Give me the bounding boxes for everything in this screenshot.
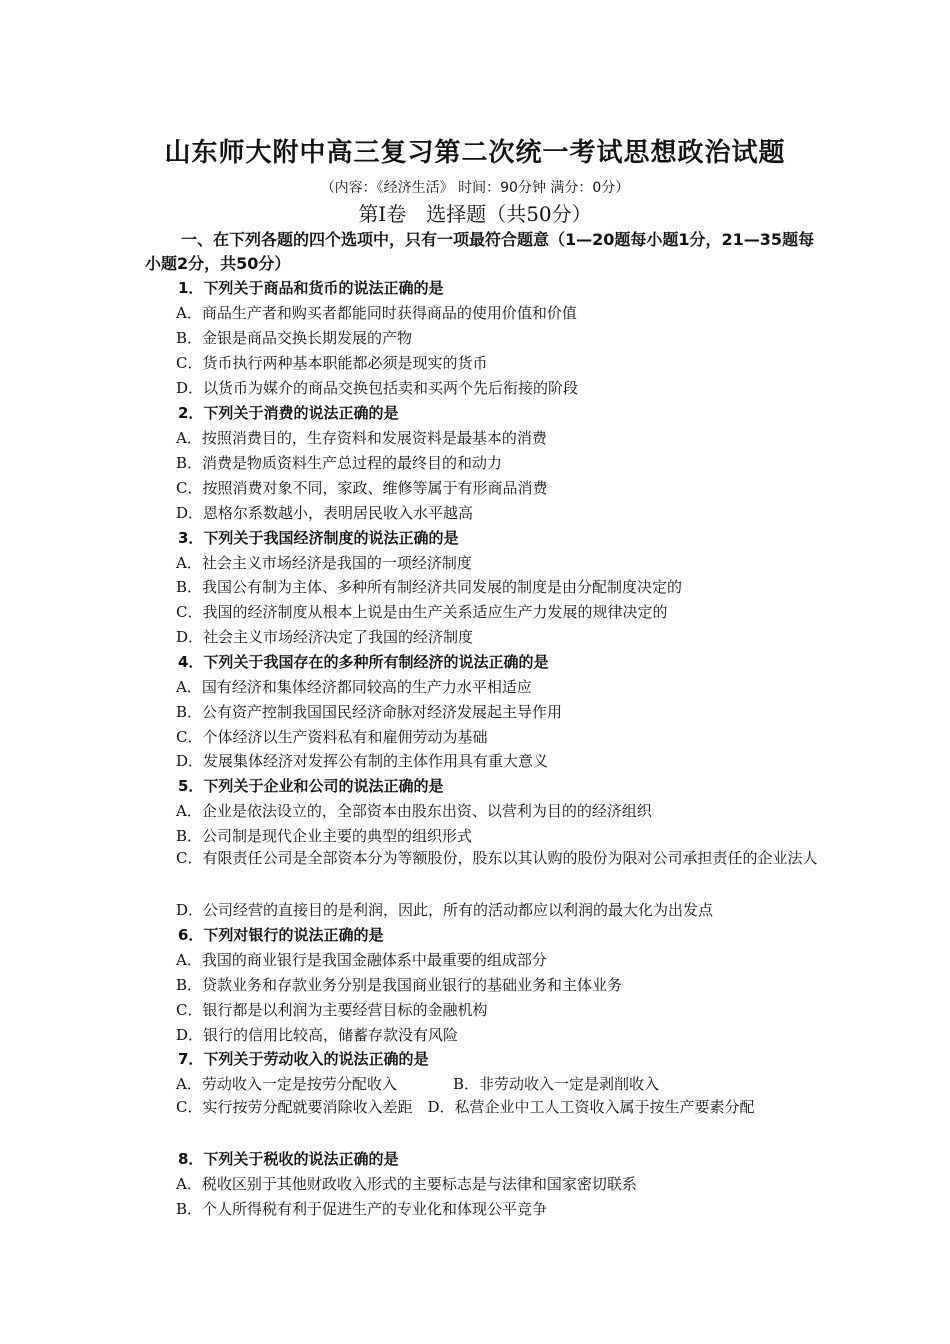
option: D．银行的信用比较高，储蓄存款没有风险 bbox=[176, 1026, 459, 1044]
section-heading: 第Ⅰ卷 选择题（共50分） bbox=[358, 202, 592, 226]
option: D．发展集体经济对发挥公有制的主体作用具有重大意义 bbox=[176, 752, 549, 770]
option: A．社会主义市场经济是我国的一项经济制度 bbox=[176, 554, 472, 572]
question-stem: 7．下列关于劳动收入的说法正确的是 bbox=[178, 1050, 429, 1068]
option: A．按照消费目的，生存资料和发展资料是最基本的消费 bbox=[176, 429, 547, 447]
option: D．恩格尔系数越小，表明居民收入水平越高 bbox=[176, 504, 474, 522]
option: A．国有经济和集体经济都同较高的生产力水平相适应 bbox=[176, 678, 532, 696]
instructions: 一、在下列各题的四个选项中，只有一项最符合题意（1—20题每小题1分，21—35题每小题2分，共50分） bbox=[145, 230, 815, 273]
option: B．个人所得税有利于促进生产的专业化和体现公平竞争 bbox=[176, 1200, 548, 1218]
question-stem: 5．下列关于企业和公司的说法正确的是 bbox=[178, 777, 444, 795]
option: C．我国的经济制度从根本上说是由生产关系适应生产力发展的规律决定的 bbox=[176, 603, 668, 621]
option: C．银行都是以利润为主要经营目标的金融机构 bbox=[176, 1001, 488, 1019]
exam-info: （内容：《经济生活》 时间：90分钟 满分：0分） bbox=[320, 180, 630, 196]
option: C．货币执行两种基本职能都必须是现实的货币 bbox=[176, 354, 488, 372]
option: B．我国公有制为主体、多种所有制经济共同发展的制度是由分配制度决定的 bbox=[176, 578, 683, 596]
question-stem: 6．下列对银行的说法正确的是 bbox=[178, 926, 384, 944]
option: A．商品生产者和购买者都能同时获得商品的使用价值和价值 bbox=[176, 304, 577, 322]
option: D．以货币为媒介的商品交换包括卖和买两个先后衔接的阶段 bbox=[176, 379, 579, 397]
question-stem: 4．下列关于我国存在的多种所有制经济的说法正确的是 bbox=[178, 653, 549, 671]
option: A．税收区别于其他财政收入形式的主要标志是与法律和国家密切联系 bbox=[176, 1175, 637, 1193]
option: D．公司经营的直接目的是利润，因此，所有的活动都应以利润的最大化为出发点 bbox=[176, 901, 714, 919]
option: B．非劳动收入一定是剥削收入 bbox=[453, 1075, 660, 1093]
option: A．企业是依法设立的，全部资本由股东出资、以营利为目的的经济组织 bbox=[176, 802, 652, 820]
option: A．劳动收入一定是按劳分配收入 bbox=[176, 1075, 397, 1093]
option: C．个体经济以生产资料私有和雇佣劳动为基础 bbox=[176, 728, 488, 746]
question-stem: 8．下列关于税收的说法正确的是 bbox=[178, 1150, 399, 1168]
option: D．社会主义市场经济决定了我国的经济制度 bbox=[176, 628, 474, 646]
option-row bbox=[145, 1095, 820, 1120]
option: C．有限责任公司是全部资本分为等额股份，股东以其认购的股份为限对公司承担责任的企业法人 bbox=[176, 849, 818, 867]
page-title: 山东师大附中高三复习第二次统一考试思想政治试题 bbox=[164, 138, 786, 168]
option: D．私营企业中工人工资收入属于按生产要素分配 bbox=[427, 1098, 755, 1116]
question-stem: 1．下列关于商品和货币的说法正确的是 bbox=[178, 279, 444, 297]
option: B．公司制是现代企业主要的典型的组织形式 bbox=[176, 827, 473, 845]
option: A．我国的商业银行是我国金融体系中最重要的组成部分 bbox=[176, 951, 547, 969]
option: B．公有资产控制我国国民经济命脉对经济发展起主导作用 bbox=[176, 703, 563, 721]
option: C．按照消费对象不同，家政、维修等属于有形商品消费 bbox=[176, 479, 548, 497]
option: B．贷款业务和存款业务分别是我国商业银行的基础业务和主体业务 bbox=[176, 976, 623, 994]
question-stem: 3．下列关于我国经济制度的说法正确的是 bbox=[178, 529, 459, 547]
option: C．实行按劳分配就要消除收入差距 bbox=[176, 1098, 413, 1116]
option: B．金银是商品交换长期发展的产物 bbox=[176, 329, 413, 347]
option: B．消费是物质资料生产总过程的最终目的和动力 bbox=[176, 454, 503, 472]
question-stem: 2．下列关于消费的说法正确的是 bbox=[178, 404, 399, 422]
